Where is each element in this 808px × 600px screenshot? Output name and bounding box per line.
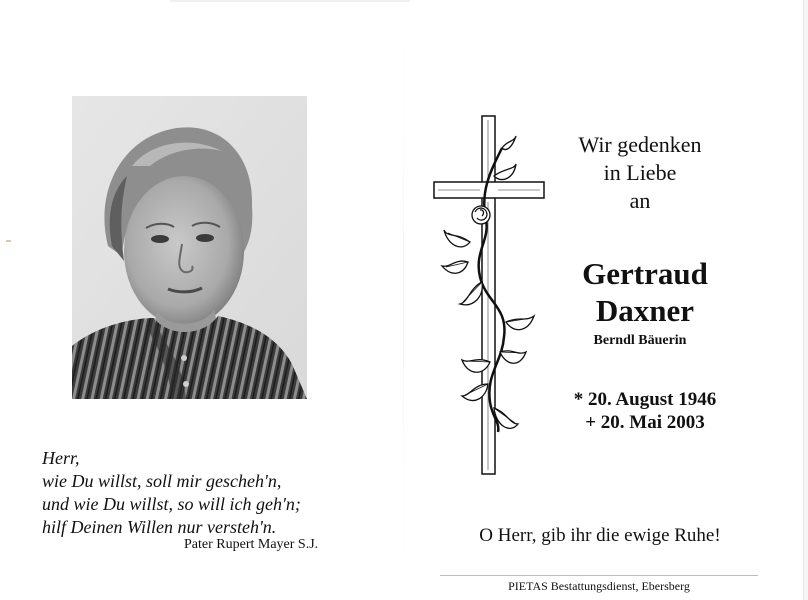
death-date: + 20. Mai 2003 (585, 412, 705, 433)
scan-top-edge (170, 0, 410, 2)
poem-line-4: hilf Deinen Willen nur versteh'n. (42, 517, 277, 537)
poem-line-3: und wie Du willst, so will ich geh'n; (42, 494, 301, 514)
intro-text (555, 131, 725, 215)
life-dates (545, 388, 745, 434)
deceased-name (535, 255, 755, 329)
intro-line-2: in Liebe (603, 160, 677, 185)
scan-speck (6, 240, 11, 242)
rose-cross-icon (430, 112, 548, 478)
byname: Berndl Bäuerin (593, 333, 687, 348)
intro-line-1: Wir gedenken (578, 132, 702, 157)
scan-right-edge (803, 0, 808, 600)
intro-line-3: an (629, 188, 651, 213)
first-name: Gertraud (582, 256, 708, 291)
footer-divider (440, 575, 758, 576)
poem (42, 447, 382, 539)
card-fold (403, 0, 404, 600)
poem-line-2: wie Du willst, soll mir gescheh'n, (42, 471, 282, 491)
poem-author: Pater Rupert Mayer S.J. (184, 537, 319, 552)
prayer-text: O Herr, gib ihr die ewige Ruhe! (479, 525, 721, 546)
portrait-photo (72, 96, 307, 399)
last-name: Daxner (595, 293, 695, 328)
birth-date: * 20. August 1946 (573, 389, 717, 410)
poem-line-1: Herr, (42, 448, 80, 468)
footer-credit: PIETAS Bestattungsdienst, Ebersberg (508, 579, 690, 593)
